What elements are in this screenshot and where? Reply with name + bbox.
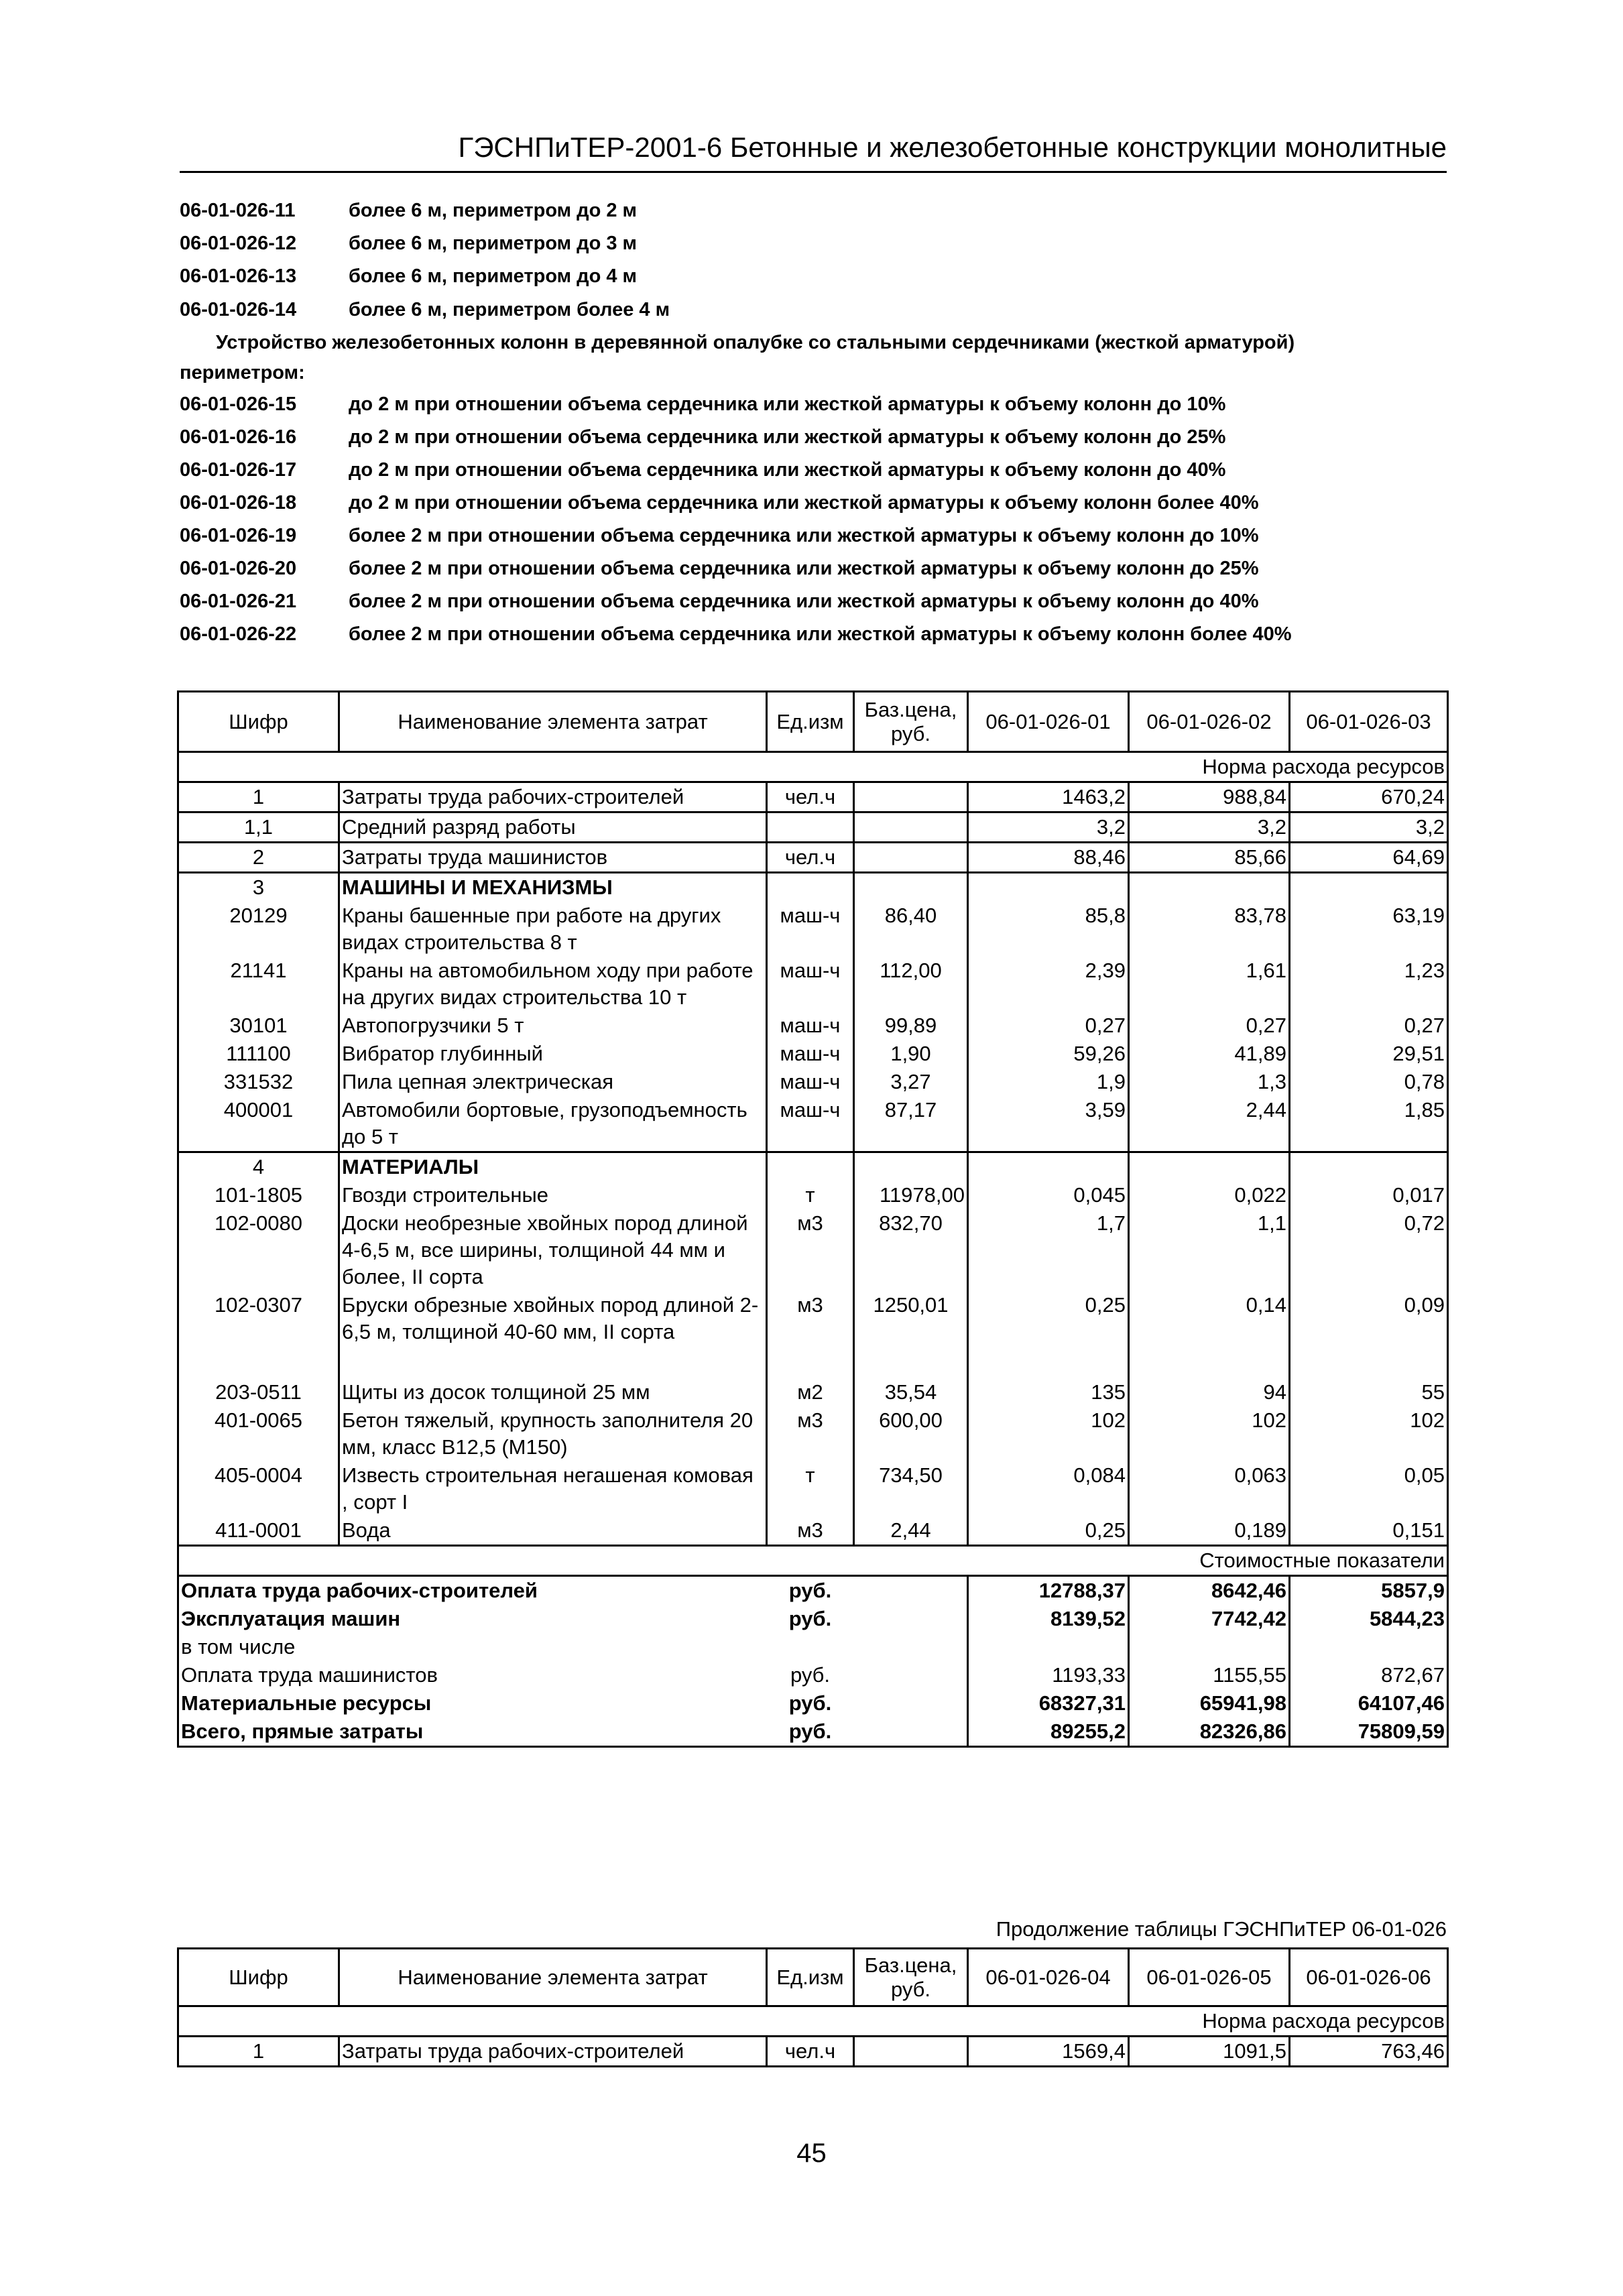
- cost-v3: 64107,46: [1290, 1689, 1448, 1717]
- cell-price: [854, 843, 968, 873]
- cell-unit: м3: [767, 1291, 854, 1378]
- cell-name: Средний разряд работы: [339, 812, 767, 843]
- cost-v2: 1155,55: [1129, 1661, 1290, 1689]
- cost-v1: 1193,33: [968, 1661, 1129, 1689]
- code-id: 06-01-026-18: [180, 492, 297, 513]
- cell-v3: 102: [1290, 1406, 1448, 1461]
- cell-code: 1: [178, 2037, 339, 2067]
- cell-name: Затраты труда рабочих-строителей: [339, 782, 767, 812]
- code-id: 06-01-026-12: [180, 233, 297, 254]
- cost-v2: [1129, 1633, 1290, 1661]
- cell-unit: м3: [767, 1406, 854, 1461]
- cell-code: 400001: [178, 1096, 339, 1152]
- cell-v1: 0,27: [968, 1012, 1129, 1040]
- resource-table-1: [177, 690, 1449, 1748]
- code-row: [180, 426, 1225, 448]
- cell-unit: маш-ч: [767, 1012, 854, 1040]
- cost-row: [178, 1576, 1448, 1606]
- norm-label: Норма расхода ресурсов: [178, 2006, 1448, 2037]
- cost-v3: 872,67: [1290, 1661, 1448, 1689]
- cell-v1: 2,39: [968, 957, 1129, 1012]
- page-header-title: ГЭСНПиТЕР-2001-6 Бетонные и железобетонные конструкции монолитные: [458, 131, 1447, 163]
- table-row: [178, 1209, 1448, 1291]
- cell-name: Затраты труда рабочих-строителей: [339, 2037, 767, 2067]
- table-row: [178, 1291, 1448, 1378]
- cell-v3: 55: [1290, 1378, 1448, 1406]
- cell-v3: 0,27: [1290, 1012, 1448, 1040]
- cell-code: 4: [178, 1152, 339, 1182]
- cost-row: [178, 1633, 1448, 1661]
- code-id: 06-01-026-19: [180, 525, 297, 546]
- cost-name: в том числе: [178, 1633, 767, 1661]
- code-id: 06-01-026-21: [180, 591, 297, 612]
- cell-code: 2: [178, 843, 339, 873]
- cell-price: 99,89: [854, 1012, 968, 1040]
- cost-unit: руб.: [767, 1717, 854, 1747]
- cell-v2: 0,063: [1129, 1461, 1290, 1516]
- cost-name: Оплата труда рабочих-строителей: [178, 1576, 767, 1606]
- cell-code: 1: [178, 782, 339, 812]
- col-header-unit: Ед.изм: [767, 692, 854, 752]
- cost-unit: руб.: [767, 1576, 854, 1606]
- cell-v3: 1,85: [1290, 1096, 1448, 1152]
- cost-v3: [1290, 1633, 1448, 1661]
- cell-v1: 59,26: [968, 1040, 1129, 1068]
- code-row: [180, 492, 1259, 514]
- cell-v1: 0,25: [968, 1291, 1129, 1378]
- cell-v3: 0,72: [1290, 1209, 1448, 1291]
- cell-code: 111100: [178, 1040, 339, 1068]
- cell-unit: чел.ч: [767, 843, 854, 873]
- cell-code: 30101: [178, 1012, 339, 1040]
- cell-v3: 0,151: [1290, 1516, 1448, 1546]
- cell-unit: маш-ч: [767, 1040, 854, 1068]
- code-row: [180, 394, 1225, 416]
- cell-price: 734,50: [854, 1461, 968, 1516]
- cell-name: Бруски обрезные хвойных пород длиной 2-6,5 м, толщиной 40-60 мм, II сорта: [339, 1291, 767, 1378]
- cost-v3: 5857,9: [1290, 1576, 1448, 1606]
- col-header-code: Шифр: [178, 1949, 339, 2006]
- cell-unit: маш-ч: [767, 1096, 854, 1152]
- table-row: [178, 957, 1448, 1012]
- cell-price: 1,90: [854, 1040, 968, 1068]
- table-row: [178, 902, 1448, 957]
- cell-price: 35,54: [854, 1378, 968, 1406]
- col-header-c3: 06-01-026-06: [1290, 1949, 1448, 2006]
- resource-table-2: [177, 1947, 1449, 2067]
- code-desc: более 6 м, периметром до 2 м: [349, 200, 637, 221]
- col-header-c3: 06-01-026-03: [1290, 692, 1448, 752]
- cell-unit: т: [767, 1181, 854, 1209]
- page-number: 45: [796, 2138, 827, 2168]
- table-header-row: [178, 1949, 1448, 2006]
- cell-name: МАТЕРИАЛЫ: [339, 1152, 767, 1182]
- code-id: 06-01-026-11: [180, 200, 296, 221]
- table-row: [178, 782, 1448, 812]
- cell-v2: 0,189: [1129, 1516, 1290, 1546]
- cell-v2: 0,27: [1129, 1012, 1290, 1040]
- cell-code: 1,1: [178, 812, 339, 843]
- cell-name: Краны на автомобильном ходу при работе на других видах строительства 10 т: [339, 957, 767, 1012]
- cost-v2: 82326,86: [1129, 1717, 1290, 1747]
- cell-v1: 1569,4: [968, 2037, 1129, 2067]
- cell-price: 86,40: [854, 902, 968, 957]
- code-row: [180, 558, 1259, 580]
- cell-price: 87,17: [854, 1096, 968, 1152]
- cell-v3: 670,24: [1290, 782, 1448, 812]
- cost-row: [178, 1689, 1448, 1717]
- cell-name: Вибратор глубинный: [339, 1040, 767, 1068]
- cost-name: Эксплуатация машин: [178, 1605, 767, 1633]
- cell-name: Автомобили бортовые, грузоподъемность до 5 т: [339, 1096, 767, 1152]
- col-header-name: Наименование элемента затрат: [339, 692, 767, 752]
- cell-v2: 94: [1129, 1378, 1290, 1406]
- code-id: 06-01-026-17: [180, 459, 297, 481]
- code-id: 06-01-026-22: [180, 623, 297, 645]
- cell-v3: 0,09: [1290, 1291, 1448, 1378]
- cell-price: 3,27: [854, 1068, 968, 1096]
- col-header-code: Шифр: [178, 692, 339, 752]
- col-header-c1: 06-01-026-04: [968, 1949, 1129, 2006]
- cell-price: 1250,01: [854, 1291, 968, 1378]
- cell-v3: 0,017: [1290, 1181, 1448, 1209]
- table-row: [178, 1040, 1448, 1068]
- cell-code: 102-0080: [178, 1209, 339, 1291]
- cell-v2: 1091,5: [1129, 2037, 1290, 2067]
- cell-v1: 0,25: [968, 1516, 1129, 1546]
- cell-name: Щиты из досок толщиной 25 мм: [339, 1378, 767, 1406]
- col-header-c1: 06-01-026-01: [968, 692, 1129, 752]
- cell-v2: 85,66: [1129, 843, 1290, 873]
- cost-v1: [968, 1633, 1129, 1661]
- cell-v2: 2,44: [1129, 1096, 1290, 1152]
- table-row: [178, 2037, 1448, 2067]
- code-row: [180, 265, 637, 288]
- code-row: [180, 299, 670, 321]
- cell-unit: м3: [767, 1209, 854, 1291]
- table-row: [178, 1181, 1448, 1209]
- norm-label: Норма расхода ресурсов: [178, 752, 1448, 782]
- col-header-c2: 06-01-026-02: [1129, 692, 1290, 752]
- col-header-unit: Ед.изм: [767, 1949, 854, 2006]
- section-row-materials: [178, 1152, 1448, 1182]
- code-desc: более 6 м, периметром до 4 м: [349, 265, 637, 287]
- cell-unit: маш-ч: [767, 1068, 854, 1096]
- col-header-name: Наименование элемента затрат: [339, 1949, 767, 2006]
- col-header-price: Баз.цена, руб.: [854, 1949, 968, 2006]
- cost-unit: руб.: [788, 1607, 832, 1630]
- header-rule: [180, 171, 1447, 173]
- code-desc: до 2 м при отношении объема сердечника или жесткой арматуры к объему колонн до 40%: [349, 459, 1226, 481]
- code-row: [180, 459, 1225, 481]
- cell-v2: 1,61: [1129, 957, 1290, 1012]
- cell-price: 600,00: [854, 1406, 968, 1461]
- code-id: 06-01-026-15: [180, 394, 297, 415]
- code-desc: более 6 м, периметром до 3 м: [349, 233, 637, 254]
- cell-unit: маш-ч: [767, 957, 854, 1012]
- table-row: [178, 1096, 1448, 1152]
- cell-price: 112,00: [854, 957, 968, 1012]
- cell-v3: 1,23: [1290, 957, 1448, 1012]
- group-heading-line1: Устройство железобетонных колонн в деревянной опалубке со стальными сердечниками (жесткой арматурой): [216, 332, 1295, 353]
- cell-code: 20129: [178, 902, 339, 957]
- cost-unit: руб.: [790, 1663, 831, 1687]
- cell-name: Пила цепная электрическая: [339, 1068, 767, 1096]
- cost-v1: 89255,2: [968, 1717, 1129, 1747]
- cost-v2: 65941,98: [1129, 1689, 1290, 1717]
- table-header-row: [178, 692, 1448, 752]
- cell-code: 21141: [178, 957, 339, 1012]
- cell-v3: 29,51: [1290, 1040, 1448, 1068]
- code-row: [180, 525, 1259, 547]
- cell-unit: м3: [767, 1516, 854, 1546]
- cost-row: [178, 1605, 1448, 1633]
- cell-name: Затраты труда машинистов: [339, 843, 767, 873]
- cell-v2: 0,14: [1129, 1291, 1290, 1378]
- cell-v1: 1,7: [968, 1209, 1129, 1291]
- cell-code: 3: [178, 873, 339, 902]
- cell-v1: 3,2: [968, 812, 1129, 843]
- code-row: [180, 623, 1292, 646]
- cell-name: Доски необрезные хвойных пород длиной 4-6,5 м, все ширины, толщиной 44 мм и более, II сорта: [339, 1209, 767, 1291]
- table-row: [178, 1461, 1448, 1516]
- cell-unit: чел.ч: [767, 2037, 854, 2067]
- cell-v1: 3,59: [968, 1096, 1129, 1152]
- norm-label-row: [178, 752, 1448, 782]
- section-row-machines: [178, 873, 1448, 902]
- cell-v1: 1,9: [968, 1068, 1129, 1096]
- cell-v2: 41,89: [1129, 1040, 1290, 1068]
- cell-name: Бетон тяжелый, крупность заполнителя 20 мм, класс В12,5 (М150): [339, 1406, 767, 1461]
- code-desc: более 6 м, периметром более 4 м: [349, 299, 670, 320]
- table-row: [178, 1068, 1448, 1096]
- cell-unit: чел.ч: [767, 782, 854, 812]
- cell-v1: 85,8: [968, 902, 1129, 957]
- cost-v3: 5844,23: [1290, 1605, 1448, 1633]
- cell-price: [854, 782, 968, 812]
- cell-price: [854, 812, 968, 843]
- cell-unit: маш-ч: [767, 902, 854, 957]
- code-id: 06-01-026-20: [180, 558, 297, 579]
- cell-price: 11978,00: [854, 1181, 968, 1209]
- continuation-caption: Продолжение таблицы ГЭСНПиТЕР 06-01-026: [996, 1917, 1447, 1941]
- cost-row: [178, 1717, 1448, 1747]
- cell-code: 405-0004: [178, 1461, 339, 1516]
- cell-v2: 0,022: [1129, 1181, 1290, 1209]
- cell-code: 203-0511: [178, 1378, 339, 1406]
- cell-name: Гвозди строительные: [339, 1181, 767, 1209]
- cost-v1: 12788,37: [968, 1576, 1129, 1606]
- norm-label-row: [178, 2006, 1448, 2037]
- cell-code: 331532: [178, 1068, 339, 1096]
- code-desc: более 2 м при отношении объема сердечника или жесткой арматуры к объему колонн до 10%: [349, 525, 1259, 546]
- table-row: [178, 843, 1448, 873]
- col-header-price: Баз.цена, руб.: [854, 692, 968, 752]
- cell-v1: 0,084: [968, 1461, 1129, 1516]
- cost-name: Всего, прямые затраты: [178, 1717, 767, 1747]
- cost-label: Стоимостные показатели: [178, 1546, 1448, 1576]
- cell-v2: 988,84: [1129, 782, 1290, 812]
- cost-v2: 8642,46: [1129, 1576, 1290, 1606]
- code-desc: до 2 м при отношении объема сердечника или жесткой арматуры к объему колонн до 10%: [349, 394, 1226, 415]
- code-id: 06-01-026-16: [180, 426, 297, 448]
- cell-v2: 1,1: [1129, 1209, 1290, 1291]
- code-desc: более 2 м при отношении объема сердечника или жесткой арматуры к объему колонн более 40%: [349, 623, 1292, 645]
- cost-unit: [767, 1633, 854, 1661]
- cell-v3: 63,19: [1290, 902, 1448, 957]
- cell-v2: 102: [1129, 1406, 1290, 1461]
- cell-v1: 102: [968, 1406, 1129, 1461]
- cell-price: 2,44: [854, 1516, 968, 1546]
- cost-row: [178, 1661, 1448, 1689]
- table-row: [178, 812, 1448, 843]
- cost-v2: 7742,42: [1129, 1605, 1290, 1633]
- group-heading-line2: периметром:: [180, 362, 305, 383]
- cell-v3: 3,2: [1290, 812, 1448, 843]
- code-desc: более 2 м при отношении объема сердечника или жесткой арматуры к объему колонн до 25%: [349, 558, 1259, 579]
- code-row: [180, 591, 1259, 613]
- cell-name: Краны башенные при работе на других видах строительства 8 т: [339, 902, 767, 957]
- cell-v1: 88,46: [968, 843, 1129, 873]
- table-row: [178, 1378, 1448, 1406]
- cell-price: 832,70: [854, 1209, 968, 1291]
- cell-code: 102-0307: [178, 1291, 339, 1378]
- cell-name: МАШИНЫ И МЕХАНИЗМЫ: [339, 873, 767, 902]
- cell-unit: т: [767, 1461, 854, 1516]
- cell-code: 401-0065: [178, 1406, 339, 1461]
- code-desc: более 2 м при отношении объема сердечника или жесткой арматуры к объему колонн до 40%: [349, 591, 1259, 612]
- cell-v3: 0,78: [1290, 1068, 1448, 1096]
- cell-v2: 1,3: [1129, 1068, 1290, 1096]
- cost-label-row: [178, 1546, 1448, 1576]
- code-id: 06-01-026-13: [180, 265, 297, 287]
- cell-name: Известь строительная негашеная комовая , сорт I: [339, 1461, 767, 1516]
- table-row: [178, 1406, 1448, 1461]
- code-id: 06-01-026-14: [180, 299, 297, 320]
- table-row: [178, 1516, 1448, 1546]
- cost-unit: руб.: [788, 1691, 832, 1715]
- cell-v1: 1463,2: [968, 782, 1129, 812]
- cell-v3: 64,69: [1290, 843, 1448, 873]
- col-header-c2: 06-01-026-05: [1129, 1949, 1290, 2006]
- cost-v1: 8139,52: [968, 1605, 1129, 1633]
- cell-unit: [767, 812, 854, 843]
- table-row: [178, 1012, 1448, 1040]
- cost-v3: 75809,59: [1290, 1717, 1448, 1747]
- cell-v1: 135: [968, 1378, 1129, 1406]
- code-row: [180, 200, 637, 222]
- cost-name: Материальные ресурсы: [178, 1689, 767, 1717]
- cell-name: Вода: [339, 1516, 767, 1546]
- cell-v3: 0,05: [1290, 1461, 1448, 1516]
- code-desc: до 2 м при отношении объема сердечника или жесткой арматуры к объему колонн до 25%: [349, 426, 1226, 448]
- cell-v2: 3,2: [1129, 812, 1290, 843]
- cell-price: [854, 2037, 968, 2067]
- cell-v1: 0,045: [968, 1181, 1129, 1209]
- cell-v2: 83,78: [1129, 902, 1290, 957]
- cost-v1: 68327,31: [968, 1689, 1129, 1717]
- cost-name: Оплата труда машинистов: [178, 1661, 767, 1689]
- cell-code: 101-1805: [178, 1181, 339, 1209]
- cell-name: Автопогрузчики 5 т: [339, 1012, 767, 1040]
- cell-unit: м2: [767, 1378, 854, 1406]
- cell-v3: 763,46: [1290, 2037, 1448, 2067]
- cell-code: 411-0001: [178, 1516, 339, 1546]
- code-row: [180, 233, 637, 255]
- code-desc: до 2 м при отношении объема сердечника или жесткой арматуры к объему колонн более 40%: [349, 492, 1259, 513]
